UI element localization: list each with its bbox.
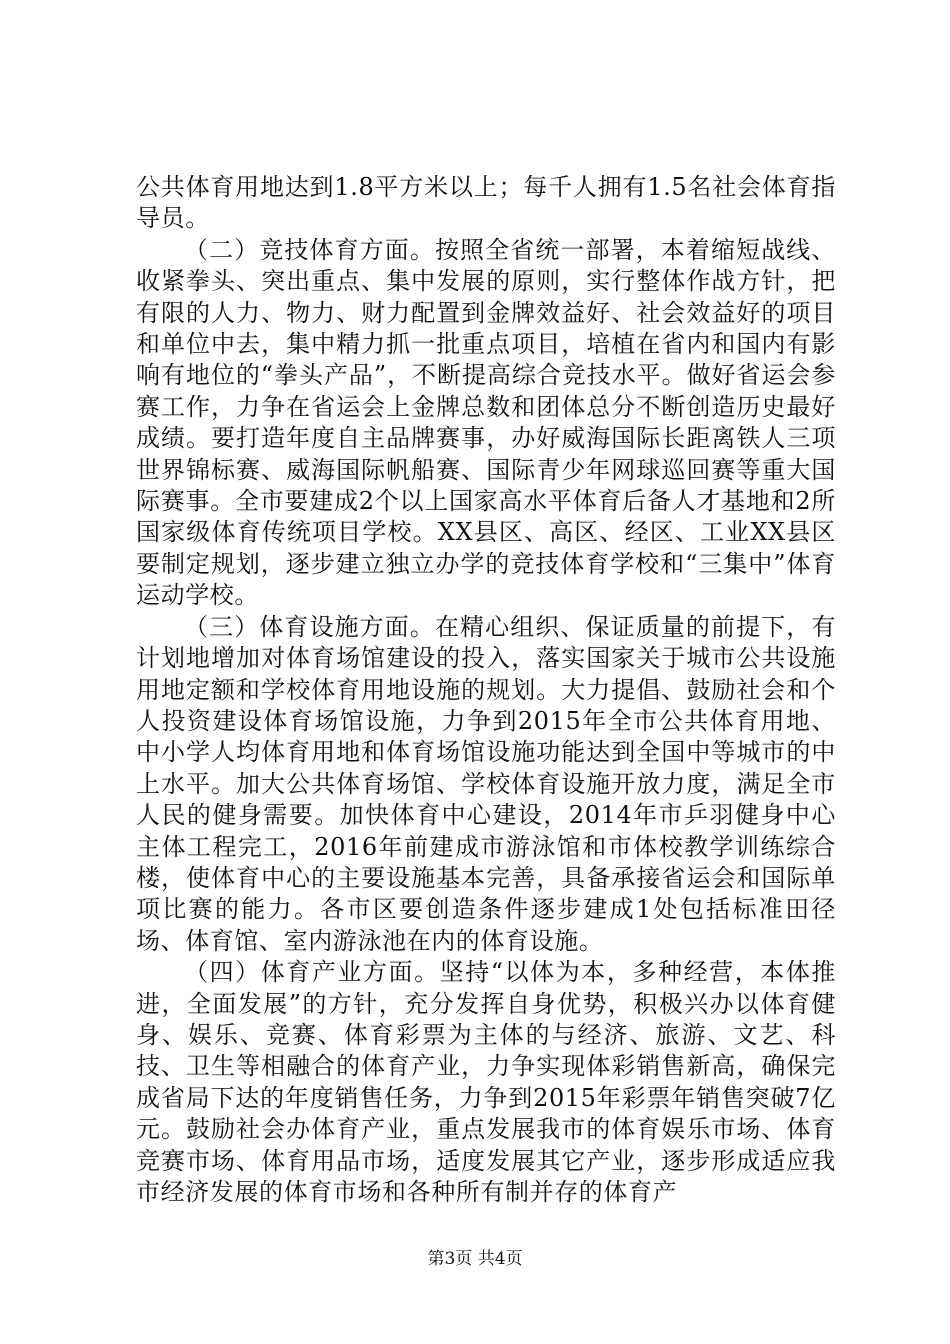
document-body <box>136 172 836 1208</box>
page-number-footer: 第3页 共4页 <box>427 1249 523 1269</box>
paragraph-sports-facilities: （三）体育设施方面。在精心组织、保证质量的前提下，有计划地增加对体育场馆建设的投入，落实国家关于城市公共设施用地定额和学校体育用地设施的规划。大力提倡、鼓励社会和个人投资建设体育场馆设施，力争到2015年全市公共体育用地、中小学人均体育用地和体育场馆设施功能达到全国中等城市的中上水平。加大公共体育场馆、学校体育设施开放力度，满足全市人民的健身需要。加快体育中心建设，2014年市乒羽健身中心主体工程完工，2016年前建成市游泳馆和市体校教学训练综合楼，使体育中心的主要设施基本完善，具备承接省运会和国际单项比赛的能力。各市区要创造条件逐步建成1处包括标准田径场、体育馆、室内游泳池在内的体育设施。 <box>136 612 836 955</box>
paragraph-competitive-sports: （二）竞技体育方面。按照全省统一部署，本着缩短战线、收紧拳头、突出重点、集中发展的原则，实行整体作战方针，把有限的人力、物力、财力配置到金牌效益好、社会效益好的项目和单位中去，集中精力抓一批重点项目，培植在省内和国内有影响有地位的“拳头产品”，不断提高综合竞技水平。做好省运会参赛工作，力争在省运会上金牌总数和团体总分不断创造历史最好成绩。要打造年度自主品牌赛事，办好威海国际长距离铁人三项世界锦标赛、威海国际帆船赛、国际青少年网球巡回赛等重大国际赛事。全市要建成2个以上国家高水平体育后备人才基地和2所国家级体育传统项目学校。XX县区、高区、经区、工业XX县区要制定规划，逐步建立独立办学的竞技体育学校和“三集中”体育运动学校。 <box>136 235 836 610</box>
paragraph-sport-land-continuation: 公共体育用地达到1.8平方米以上；每千人拥有1.5名社会体育指导员。 <box>136 173 836 233</box>
paragraph-sports-industry: （四）体育产业方面。坚持“以体为本，多种经营，本体推进，全面发展”的方针，充分发挥自身优势，积极兴办以体育健身、娱乐、竞赛、体育彩票为主体的与经济、旅游、文艺、科技、卫生等相融合的体育产业，力争实现体彩销售新高，确保完成省局下达的年度销售任务，力争到2015年彩票年销售突破7亿元。鼓励社会办体育产业，重点发展我市的体育娱乐市场、体育竞赛市场、体育用品市场，适度发展其它产业，逐步形成适应我市经济发展的体育市场和各种所有制并存的体育产 <box>136 958 836 1206</box>
